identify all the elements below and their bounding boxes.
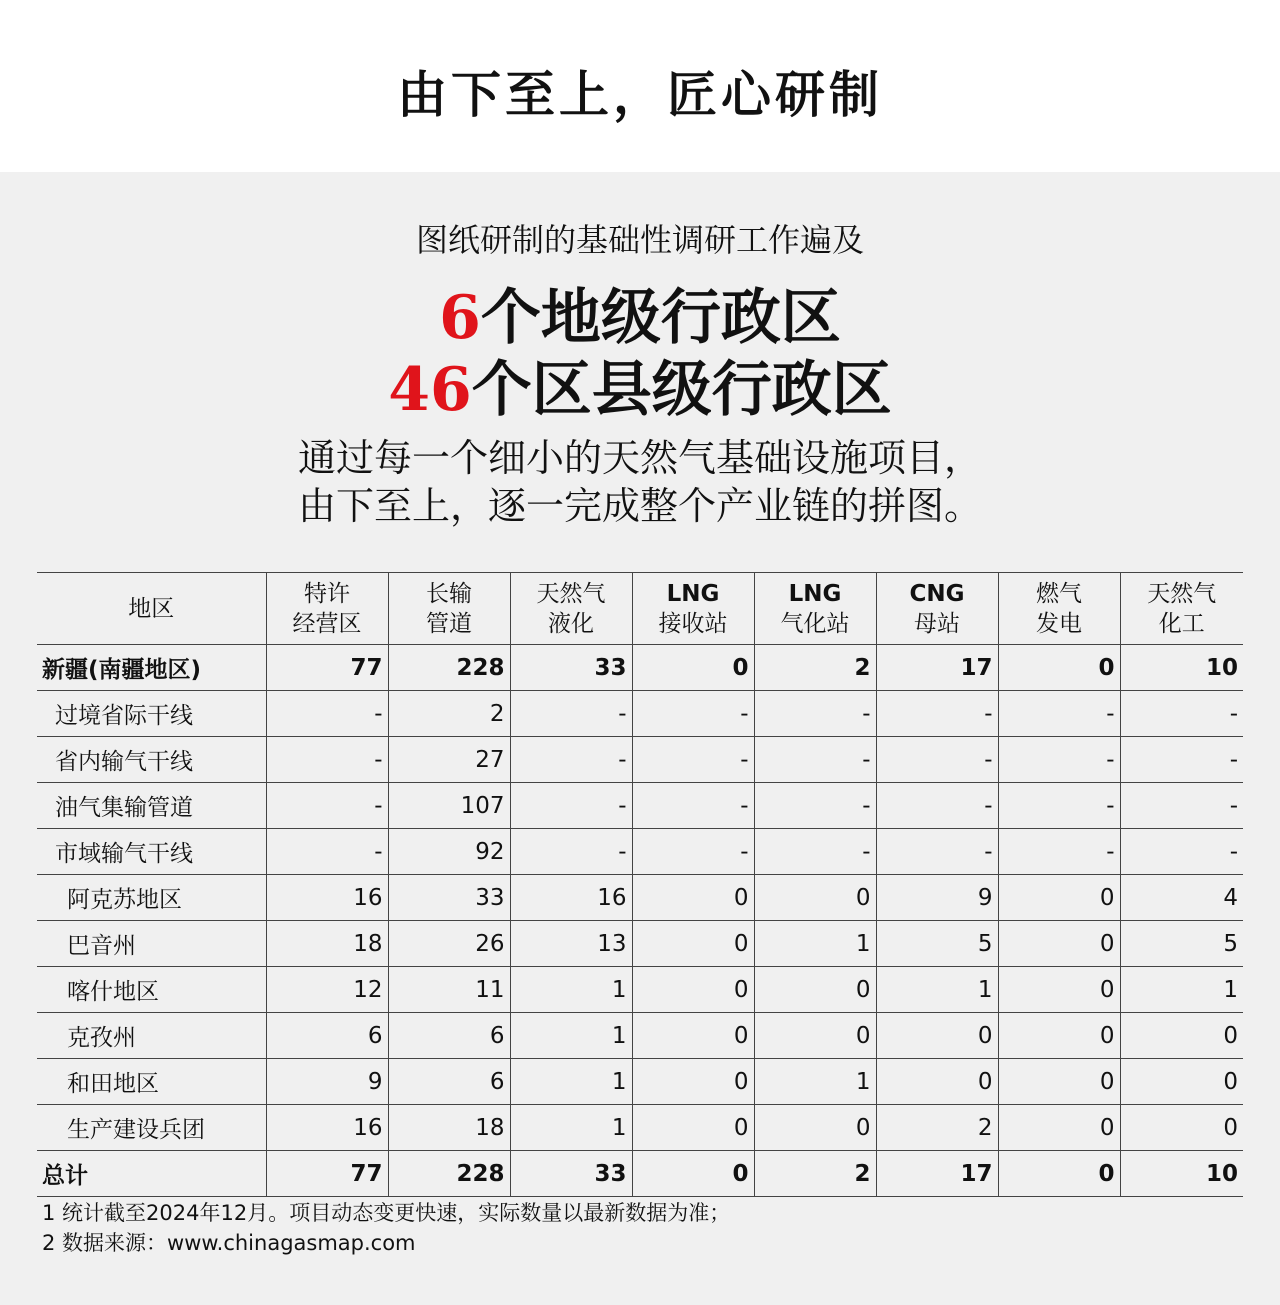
column-header: 长输 管道 (388, 573, 510, 645)
value-cell: 228 (388, 1151, 510, 1197)
value-cell: - (510, 691, 632, 737)
table-row (37, 691, 1243, 737)
table-row (37, 875, 1243, 921)
value-cell: 1 (754, 1059, 876, 1105)
highlight-number-1: 6 (439, 283, 481, 353)
value-cell: 0 (754, 1013, 876, 1059)
value-cell: 2 (388, 691, 510, 737)
value-cell: - (754, 783, 876, 829)
source-link[interactable]: www.chinagasmap.com (167, 1231, 416, 1255)
value-cell: 18 (266, 921, 388, 967)
value-cell: - (754, 691, 876, 737)
value-cell: 1 (510, 1105, 632, 1151)
region-name-cell: 市域输气干线 (37, 829, 266, 875)
value-cell: 2 (754, 1151, 876, 1197)
description-line-2: 由下至上，逐一完成整个产业链的拼图。 (297, 484, 982, 528)
table-row (37, 1059, 1243, 1105)
value-cell: - (876, 783, 998, 829)
value-cell: - (998, 691, 1120, 737)
value-cell: - (510, 737, 632, 783)
highlight-line-2 (0, 354, 1280, 426)
value-cell: 33 (510, 645, 632, 691)
value-cell: - (632, 783, 754, 829)
value-cell: 6 (388, 1059, 510, 1105)
value-cell: 0 (1120, 1105, 1243, 1151)
value-cell: - (998, 783, 1120, 829)
value-cell: - (266, 737, 388, 783)
value-cell: - (876, 691, 998, 737)
value-cell: 33 (388, 875, 510, 921)
value-cell: 26 (388, 921, 510, 967)
value-cell: - (1120, 691, 1243, 737)
value-cell: 0 (998, 967, 1120, 1013)
value-cell: 0 (998, 1105, 1120, 1151)
value-cell: 0 (754, 967, 876, 1013)
table-header-row (37, 573, 1243, 645)
value-cell: - (266, 783, 388, 829)
value-cell: 0 (632, 875, 754, 921)
region-name-cell: 克孜州 (37, 1013, 266, 1059)
table-row (37, 1013, 1243, 1059)
value-cell: 1 (510, 1013, 632, 1059)
value-cell: - (632, 829, 754, 875)
value-cell: 9 (266, 1059, 388, 1105)
value-cell: - (632, 737, 754, 783)
value-cell: 10 (1120, 645, 1243, 691)
value-cell: - (266, 691, 388, 737)
value-cell: - (998, 829, 1120, 875)
value-cell: 0 (632, 1013, 754, 1059)
value-cell: 0 (632, 1059, 754, 1105)
table-row (37, 737, 1243, 783)
table-row (37, 829, 1243, 875)
footnote-1: 1 统计截至2024年12月。项目动态变更快速，实际数量以最新数据为准； (42, 1201, 731, 1225)
column-header: CNG 母站 (876, 573, 998, 645)
value-cell: - (998, 737, 1120, 783)
value-cell: 16 (266, 1105, 388, 1151)
value-cell: - (754, 829, 876, 875)
value-cell: 0 (1120, 1059, 1243, 1105)
value-cell: 0 (754, 875, 876, 921)
value-cell: 16 (266, 875, 388, 921)
value-cell: 0 (998, 645, 1120, 691)
value-cell: 12 (266, 967, 388, 1013)
value-cell: - (754, 737, 876, 783)
value-cell: 0 (632, 1151, 754, 1197)
column-header: LNG 气化站 (754, 573, 876, 645)
region-name-cell: 过境省际干线 (37, 691, 266, 737)
page-title: 由下至上，匠心研制 (397, 66, 883, 124)
value-cell: 10 (1120, 1151, 1243, 1197)
region-name-cell: 和田地区 (37, 1059, 266, 1105)
infrastructure-table (37, 572, 1243, 1197)
value-cell: 0 (632, 967, 754, 1013)
value-cell: 77 (266, 645, 388, 691)
value-cell: - (510, 829, 632, 875)
value-cell: 2 (754, 645, 876, 691)
region-name-cell: 省内输气干线 (37, 737, 266, 783)
content-panel (0, 172, 1280, 1305)
highlight-line-1 (0, 282, 1280, 354)
value-cell: 18 (388, 1105, 510, 1151)
value-cell: 0 (876, 1013, 998, 1059)
value-cell: - (266, 829, 388, 875)
value-cell: 6 (266, 1013, 388, 1059)
value-cell: 1 (1120, 967, 1243, 1013)
value-cell: 1 (876, 967, 998, 1013)
description-line-1: 通过每一个细小的天然气基础设施项目， (297, 436, 982, 480)
footnote-2 (42, 1228, 730, 1258)
description (0, 434, 1280, 530)
value-cell: 17 (876, 1151, 998, 1197)
region-name-cell: 巴音州 (37, 921, 266, 967)
footnote-2-label: 2 数据来源： (42, 1231, 168, 1255)
value-cell: 33 (510, 1151, 632, 1197)
table-row (37, 645, 1243, 691)
value-cell: 1 (510, 1059, 632, 1105)
column-header: 天然气 化工 (1120, 573, 1243, 645)
table-row (37, 1105, 1243, 1151)
value-cell: 6 (388, 1013, 510, 1059)
value-cell: - (876, 829, 998, 875)
intro-lead: 图纸研制的基础性调研工作遍及 (415, 221, 864, 259)
highlight-number-2: 46 (388, 355, 472, 425)
value-cell: 5 (876, 921, 998, 967)
value-cell: 0 (998, 921, 1120, 967)
value-cell: 9 (876, 875, 998, 921)
header (0, 0, 1280, 172)
value-cell: 77 (266, 1151, 388, 1197)
region-name-cell: 生产建设兵团 (37, 1105, 266, 1151)
value-cell: 0 (632, 1105, 754, 1151)
value-cell: 5 (1120, 921, 1243, 967)
region-name-cell: 喀什地区 (37, 967, 266, 1013)
column-header-region: 地区 (37, 573, 266, 645)
region-name-cell: 总计 (37, 1151, 266, 1197)
value-cell: 0 (632, 921, 754, 967)
value-cell: 27 (388, 737, 510, 783)
value-cell: 2 (876, 1105, 998, 1151)
value-cell: - (876, 737, 998, 783)
footnotes (42, 1198, 730, 1258)
column-header: 燃气 发电 (998, 573, 1120, 645)
table-row (37, 967, 1243, 1013)
value-cell: 0 (998, 1059, 1120, 1105)
region-name-cell: 新疆(南疆地区) (37, 645, 266, 691)
column-header: 天然气 液化 (510, 573, 632, 645)
value-cell: 228 (388, 645, 510, 691)
value-cell: - (1120, 829, 1243, 875)
value-cell: 11 (388, 967, 510, 1013)
region-name-cell: 油气集输管道 (37, 783, 266, 829)
value-cell: 4 (1120, 875, 1243, 921)
column-header: 特许 经营区 (266, 573, 388, 645)
value-cell: 0 (998, 875, 1120, 921)
value-cell: 16 (510, 875, 632, 921)
value-cell: - (510, 783, 632, 829)
value-cell: 1 (510, 967, 632, 1013)
value-cell: 0 (754, 1105, 876, 1151)
value-cell: 17 (876, 645, 998, 691)
column-header: LNG 接收站 (632, 573, 754, 645)
value-cell: 0 (998, 1013, 1120, 1059)
table-row (37, 783, 1243, 829)
table-row (37, 1151, 1243, 1197)
value-cell: - (632, 691, 754, 737)
value-cell: - (1120, 783, 1243, 829)
value-cell: 0 (632, 645, 754, 691)
value-cell: 13 (510, 921, 632, 967)
value-cell: 0 (876, 1059, 998, 1105)
value-cell: 0 (1120, 1013, 1243, 1059)
value-cell: 1 (754, 921, 876, 967)
value-cell: 107 (388, 783, 510, 829)
value-cell: 0 (998, 1151, 1120, 1197)
highlight-text-2: 个区县级行政区 (471, 355, 892, 425)
region-name-cell: 阿克苏地区 (37, 875, 266, 921)
value-cell: - (1120, 737, 1243, 783)
value-cell: 92 (388, 829, 510, 875)
table-row (37, 921, 1243, 967)
highlight-text-1: 个地级行政区 (480, 283, 841, 353)
